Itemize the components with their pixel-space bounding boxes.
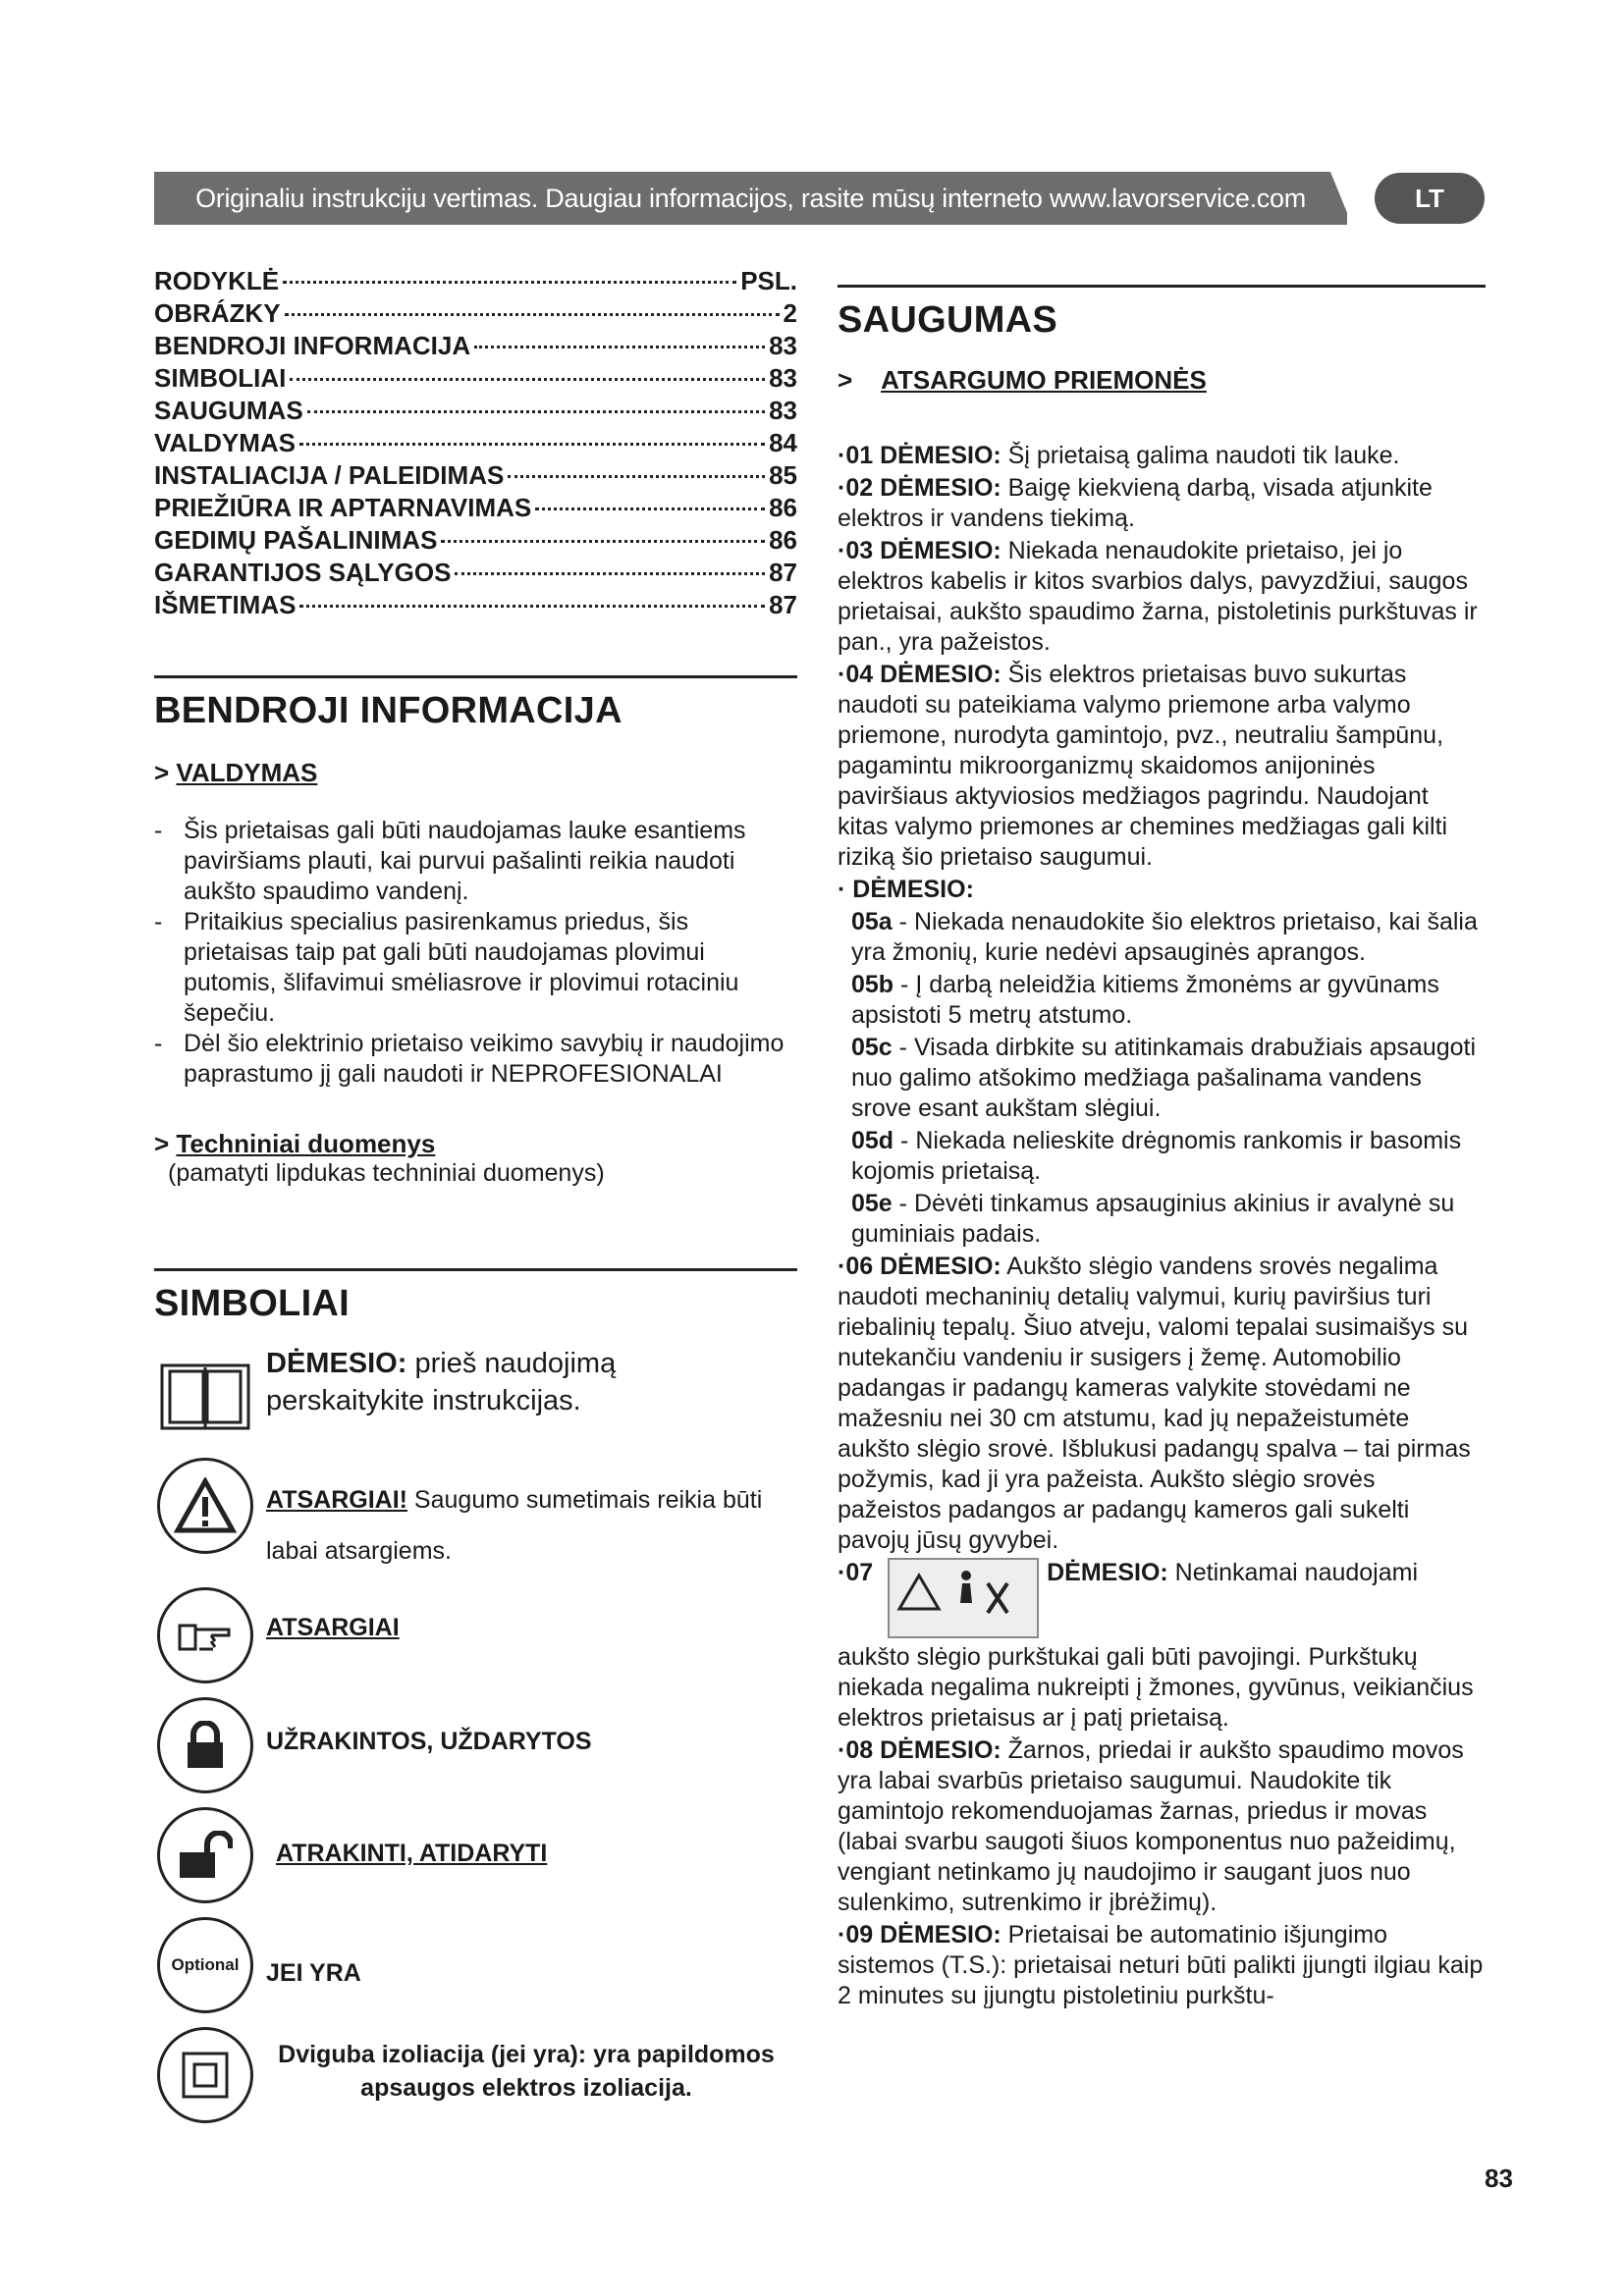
- safety-item-number: ·03: [838, 537, 874, 564]
- toc-label: SIMBOLIAI: [154, 363, 287, 393]
- symbol-row: [154, 1584, 797, 1686]
- list-item: - Šis prietaisas gali būti naudojamas lauke esantiems paviršiams plauti, kai purvui pašalinti reikia naudoti aukšto spaudimo vandenį.: [154, 816, 797, 907]
- symbol-desc: prieš naudojimą perskaitykite instrukcijas.: [266, 1348, 617, 1416]
- safety-item: [838, 1126, 1486, 1187]
- subhead-valdymas: [154, 758, 797, 788]
- optional-badge-label: Optional: [157, 1917, 253, 2013]
- spray-warning-icon: [888, 1558, 1039, 1638]
- toc-row: [154, 265, 797, 297]
- safety-item-label: DĖMESIO:: [880, 474, 1001, 502]
- safety-item-number: ·09: [838, 1921, 874, 1949]
- toc-leader: [290, 378, 765, 381]
- section-title-symbols: SIMBOLIAI: [154, 1283, 351, 1324]
- toc-leader: [283, 281, 736, 284]
- subhead-label: Techniniai duomenys: [176, 1129, 436, 1158]
- language-badge: LT: [1375, 173, 1485, 224]
- safety-item: [838, 1735, 1486, 1918]
- safety-item-text: Žarnos, priedai ir aukšto spaudimo movos yra labai svarbūs prietaiso saugumui. Naudokite tik gamintojo rekomenduojamas žarnas, priedus ir movas (labai svarbu saugoti šiuos komponentus nuo pažeidimų, vengiant netinkamo jų naudojimo ir saugant juos nuo sulenkimo, sutrenkimo ir įbrėžimų).: [838, 1736, 1464, 1916]
- toc-row: [154, 492, 797, 524]
- toc-leader: [285, 313, 780, 316]
- general-bullets: [154, 816, 797, 1090]
- subhead-arrow: >: [154, 1129, 170, 1158]
- toc-page: 83: [769, 396, 797, 425]
- toc-leader: [455, 572, 765, 575]
- symbol-row: [154, 1694, 797, 1796]
- safety-item-text: Aukšto slėgio vandens srovės negalima naudoti mechaninių detalių valymui, kurių paviršius turi riebalinių tepalų. Šiuo atveju, valomi tepalai susimaišys su nutekančiu vandeniu ir susigers į žemę. Automobilio padangas ir padangų kameras valykite stovėdami ne mažesniu nei 30 cm atstumu, kad jų nepažeistumėte aukšto slėgio srovė. Išblukusi padangų spalva – tai pirmas požymis, kad ji yra pažeista. Aukšto slėgio srovės pažeistos padangos ar padangų kameros gali sukelti pavojų jūsų gyvybei.: [838, 1253, 1471, 1554]
- toc-row: [154, 330, 797, 362]
- symbol-label: JEI YRA: [266, 1959, 361, 1987]
- safety-item-text: Baigę kiekvieną darbą, visada atjunkite elektros ir vandens tiekimą.: [838, 474, 1433, 532]
- symbol-label: Dviguba izoliacija (jei yra): yra papildomos apsaugos elektros izoliacija.: [278, 2041, 775, 2102]
- safety-item-number: ·02: [838, 474, 874, 502]
- left-column: [154, 265, 797, 2126]
- safety-item: [838, 441, 1486, 471]
- safety-item: [838, 1558, 1486, 1734]
- safety-item-text: - Dėvėti tinkamus apsauginius akinius ir avalynė su guminiais padais.: [851, 1190, 1455, 1248]
- symbol-text: [266, 2038, 786, 2105]
- safety-item-number: 05c: [851, 1034, 893, 1061]
- toc-page: 2: [783, 298, 797, 328]
- safety-item-label: DĖMESIO:: [880, 1253, 1001, 1280]
- subhead-technical: [154, 1129, 797, 1159]
- safety-item-number: ·: [838, 876, 846, 903]
- safety-item-label: DĖMESIO:: [880, 661, 1001, 688]
- safety-item-number: 05e: [851, 1190, 893, 1217]
- toc-label: PRIEŽIŪRA IR APTARNAVIMAS: [154, 493, 532, 522]
- symbol-label: ATSARGIAI!: [266, 1486, 407, 1514]
- subhead-arrow: >: [154, 758, 170, 787]
- section-divider: [154, 675, 797, 678]
- safety-item-label: DĖMESIO:: [880, 1736, 1001, 1764]
- banner-text: Originaliu instrukciju vertimas. Daugiau informacijos, rasite mūsų interneto www.lavorservice.com: [195, 183, 1306, 213]
- toc-page: PSL.: [740, 266, 797, 295]
- toc-label: GEDIMŲ PAŠALINIMAS: [154, 525, 438, 555]
- toc-leader: [508, 475, 765, 478]
- toc-leader: [441, 540, 765, 543]
- symbol-desc: Saugumo sumetimais reikia būti labai atsargiems.: [266, 1486, 763, 1565]
- subhead-label: VALDYMAS: [176, 758, 318, 787]
- symbol-row: [154, 1804, 797, 1906]
- safety-item-text: Netinkamai naudojami aukšto slėgio purkštukai gali būti pavojingi. Purkštukų niekada negalima nukreipti į žmones, gyvūnus, veikiančius elektros prietaisus ar į patį prietaisą.: [838, 1559, 1474, 1732]
- toc-leader: [299, 605, 765, 608]
- book-icon: [154, 1345, 256, 1447]
- technical-note: (pamatyti lipdukas techniniai duomenys): [168, 1159, 605, 1187]
- list-item-text: Pritaikius specialius pasirenkamus priedus, šis prietaisas taip pat gali būti naudojamas plovimui putomis, šlifavimui smėliasrove ir plovimui rotaciniu šepečiu.: [184, 908, 739, 1027]
- right-column: [838, 285, 1486, 2013]
- optional-badge-icon: [154, 1914, 256, 2016]
- symbol-row: [154, 1345, 797, 1447]
- safety-item: [838, 875, 1486, 905]
- symbol-row: [154, 1914, 797, 2016]
- section-divider: [154, 1268, 797, 1271]
- safety-item-label: DĖMESIO:: [880, 442, 1001, 469]
- symbol-label: ATRAKINTI, ATIDARYTI: [276, 1840, 548, 1867]
- toc-page: 87: [769, 590, 797, 619]
- toc-leader: [299, 443, 765, 446]
- safety-item-text: Šį prietaisą galima naudoti tik lauke.: [1001, 442, 1400, 469]
- toc-label: OBRÁZKY: [154, 298, 281, 328]
- toc-page: 87: [769, 558, 797, 587]
- safety-item: [838, 473, 1486, 534]
- toc-row: [154, 524, 797, 557]
- safety-item: [838, 970, 1486, 1031]
- safety-item-number: 05b: [851, 971, 894, 998]
- toc-leader: [474, 346, 765, 348]
- safety-list: [838, 441, 1486, 2011]
- list-item: - Dėl šio elektrinio prietaiso veikimo savybių ir naudojimo paprastumo jį gali naudoti ir NEPROFESIONALAI: [154, 1029, 797, 1090]
- list-item-text: Dėl šio elektrinio prietaiso veikimo savybių ir naudojimo paprastumo jį gali naudoti ir NEPROFESIONALAI: [184, 1030, 785, 1088]
- section-title-safety: SAUGUMAS: [838, 299, 1058, 341]
- lock-closed-icon: [154, 1694, 256, 1796]
- safety-item-label: DĖMESIO:: [880, 1921, 1001, 1949]
- safety-item-label: DĖMESIO:: [852, 876, 974, 903]
- header-banner: [154, 172, 1347, 225]
- toc-page: 86: [769, 525, 797, 555]
- safety-item-text: - Į darbą neleidžia kitiems žmonėms ar gyvūnams apsistoti 5 metrų atstumo.: [851, 971, 1439, 1029]
- toc-row: [154, 395, 797, 427]
- safety-item: [838, 1189, 1486, 1250]
- list-item: - Pritaikius specialius pasirenkamus priedus, šis prietaisas taip pat gali būti naudojamas plovimui putomis, šlifavimui smėliasrove ir plovimui rotaciniu šepečiu.: [154, 907, 797, 1029]
- toc-page: 83: [769, 331, 797, 360]
- toc-row: [154, 557, 797, 589]
- symbol-text: [266, 1728, 592, 1756]
- section-divider: [838, 285, 1486, 288]
- toc-row: [154, 297, 797, 330]
- symbols-list: [154, 1345, 797, 2126]
- toc-label: RODYKLĖ: [154, 266, 280, 295]
- toc-row: [154, 427, 797, 459]
- toc-label: BENDROJI INFORMACIJA: [154, 331, 471, 360]
- safety-item: [838, 1252, 1486, 1556]
- safety-item-text: - Niekada nelieskite drėgnomis rankomis ir basomis kojomis prietaisą.: [851, 1127, 1462, 1185]
- toc-label: INSTALIACIJA / PALEIDIMAS: [154, 460, 505, 490]
- toc-page: 83: [769, 363, 797, 393]
- safety-item-text: - Visada dirbkite su atitinkamais drabužiais apsaugoti nuo galimo atšokimo medžiaga pašalinama vandens srove esant aukštam slėgiui.: [851, 1034, 1477, 1122]
- safety-item-number: ·04: [838, 661, 874, 688]
- safety-item: [838, 907, 1486, 968]
- table-of-contents: [154, 265, 797, 621]
- symbol-label: DĖMESIO:: [266, 1348, 407, 1379]
- safety-item-number: ·07: [838, 1559, 874, 1586]
- subhead-label: ATSARGUMO PRIEMONĖS: [881, 365, 1207, 395]
- toc-page: 85: [769, 460, 797, 490]
- safety-item: [838, 536, 1486, 658]
- toc-label: GARANTIJOS SĄLYGOS: [154, 558, 452, 587]
- symbol-text: [266, 1345, 777, 1419]
- safety-item-label: DĖMESIO:: [1047, 1559, 1168, 1586]
- safety-item-text: - Niekada nenaudokite šio elektros prietaiso, kai šalia yra žmonių, kurie nedėvi apsauginės aprangos.: [851, 908, 1478, 966]
- toc-label: SAUGUMAS: [154, 396, 303, 425]
- subhead-precautions: [838, 365, 1486, 396]
- symbol-text: [266, 1959, 361, 1988]
- page-number: 83: [1485, 2163, 1513, 2193]
- safety-item: [838, 660, 1486, 873]
- safety-item: [838, 1033, 1486, 1124]
- safety-item-text: Prietaisai be automatinio išjungimo sistemos (T.S.): prietaisai neturi būti palikti įjungti ilgiau kaip 2 minutes su įjungtu pistoletiniu purkštu-: [838, 1921, 1484, 2009]
- toc-page: 84: [769, 428, 797, 457]
- safety-item-number: ·01: [838, 442, 874, 469]
- lock-open-icon: [154, 1804, 256, 1906]
- safety-item-label: DĖMESIO:: [880, 537, 1001, 564]
- subhead-arrow: >: [838, 365, 853, 395]
- symbol-text: [266, 1614, 400, 1642]
- symbol-text: [266, 1474, 777, 1576]
- safety-item-number: ·08: [838, 1736, 874, 1764]
- toc-page: 86: [769, 493, 797, 522]
- symbol-label: UŽRAKINTOS, UŽDARYTOS: [266, 1728, 592, 1755]
- warning-icon: [154, 1455, 256, 1557]
- banner-notch: [1330, 172, 1352, 225]
- toc-row: [154, 589, 797, 621]
- safety-item-number: 05a: [851, 908, 893, 935]
- safety-item-text: Niekada nenaudokite prietaiso, jei jo elektros kabelis ir kitos svarbios dalys, pavyzdžiui, saugos prietaisai, aukšto spaudimo žarna, pistoletinis purkštuvas ir pan., yra pažeistos.: [838, 537, 1478, 656]
- toc-row: [154, 362, 797, 395]
- safety-item-number: ·06: [838, 1253, 874, 1280]
- safety-item-number: 05d: [851, 1127, 894, 1154]
- symbol-label: ATSARGIAI: [266, 1614, 400, 1641]
- symbol-row: [154, 2024, 797, 2126]
- pointing-hand-icon: [154, 1584, 256, 1686]
- toc-label: IŠMETIMAS: [154, 590, 297, 619]
- safety-item: [838, 1920, 1486, 2011]
- safety-item-text: Šis elektros prietaisas buvo sukurtas naudoti su pateikiama valymo priemone arba valymo priemone, nurodyta gamintojo, pvz., neutraliu šampūnu, pagamintu mikroorganizmų skaidomos anijoninės paviršiaus aktyviosios medžiagos pagrindu. Naudojant kitas valymo priemones ar chemines medžiagas gali kilti riziką šio prietaiso saugumui.: [838, 661, 1448, 871]
- toc-leader: [535, 507, 765, 510]
- list-item-text: Šis prietaisas gali būti naudojamas lauke esantiems paviršiams plauti, kai purvui pašalinti reikia naudoti aukšto spaudimo vandenį.: [184, 817, 746, 905]
- section-title-general: BENDROJI INFORMACIJA: [154, 690, 623, 731]
- symbol-text: [276, 1840, 547, 1868]
- toc-label: VALDYMAS: [154, 428, 296, 457]
- symbol-row: [154, 1455, 797, 1576]
- toc-leader: [307, 410, 765, 413]
- toc-row: [154, 459, 797, 492]
- double-insulation-icon: [154, 2024, 256, 2126]
